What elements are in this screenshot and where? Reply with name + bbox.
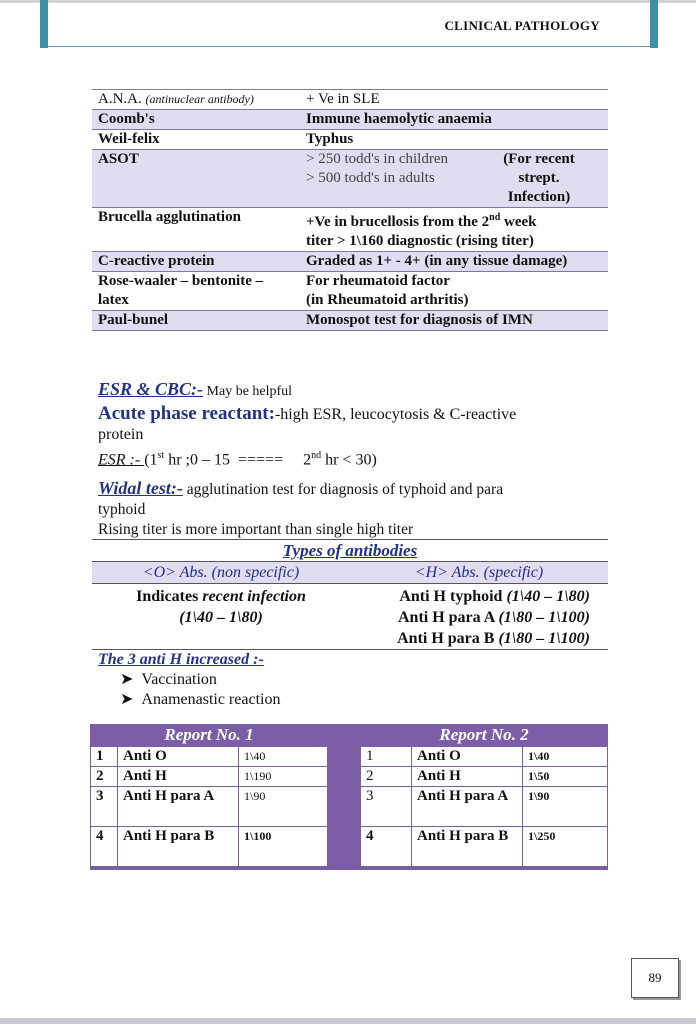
table-row: 3 Anti H para A 1\90	[361, 787, 608, 827]
esr-section: ESR & CBC:- May be helpful Acute phase reactant:-high ESR, leucocytosis & C-reactive protein ESR :- (1st hr ;0 – 15 ===== 2nd hr < 30)	[98, 379, 517, 469]
table-row: Coomb's Immune haemolytic anaemia	[92, 110, 608, 130]
table-row: Weil-felix Typhus	[92, 130, 608, 150]
table-row: 1 Anti O 1\40	[361, 747, 608, 767]
table-row: 2 Anti H 1\190	[91, 767, 328, 787]
list-item: ➤ Vaccination	[120, 671, 217, 688]
report-2: Report No. 2 1 Anti O 1\40 2 Anti H 1\50 3 Anti H para A 1\90 4 Anti H para B 1\250	[360, 724, 608, 867]
reports-panel	[90, 724, 608, 870]
arrow-bullet-icon: ➤	[120, 671, 134, 688]
table-row: 4 Anti H para B 1\250	[361, 827, 608, 867]
list-item: Anti H typhoid (1\40 – 1\80)	[399, 588, 590, 605]
table-row: Brucella agglutination +Ve in brucellosis from the 2nd week titer > 1\160 diagnostic (rising titer)	[92, 208, 608, 252]
antibody-types-caption: Types of antibodies	[92, 540, 608, 562]
table-row: 4 Anti H para B 1\100	[91, 827, 328, 867]
table-row: Rose-waaler – bentonite – latex For rheumatoid factor (in Rheumatoid arthritis)	[92, 272, 608, 311]
header-right-bar	[650, 0, 658, 48]
arrow-bullet-icon: ➤	[120, 691, 134, 708]
header-left-bar	[40, 0, 48, 48]
widal-section: Widal test:- agglutination test for diagnosis of typhoid and para typhoid Rising titer is more important than single high titer	[98, 478, 504, 538]
list-item: ➤ Anamenastic reaction	[120, 691, 281, 708]
antibody-types-table: Types of antibodies <O> Abs. (non specific) <H> Abs. (specific) Indicates recent infection (1\40 – 1\80) Anti H typhoid (1\40 – 1\80) Anti H para A (1\80 – 1\100) Anti H para B (1\80 – 1\100)	[92, 539, 608, 650]
table-row: C-reactive protein Graded as 1+ - 4+ (in any tissue damage)	[92, 252, 608, 272]
report-1-table	[90, 746, 328, 867]
table-row: 2 Anti H 1\50	[361, 767, 608, 787]
header-rule	[48, 46, 650, 47]
table-row: A.N.A. (antinuclear antibody) + Ve in SLE	[92, 90, 608, 110]
page-number: 89	[631, 958, 679, 998]
serology-table	[92, 89, 608, 331]
report-2-table	[360, 746, 608, 867]
report-1: Report No. 1 1 Anti O 1\40 2 Anti H 1\190 3 Anti H para A 1\90 4 Anti H para B 1\100	[90, 724, 328, 867]
top-border	[0, 0, 696, 3]
bottom-border	[0, 1018, 696, 1024]
anti-h-section: The 3 anti H increased :- ➤ Vaccination ➤ Anamenastic reaction	[98, 650, 498, 710]
page-header-title: CLINICAL PATHOLOGY	[444, 18, 600, 33]
table-row: 3 Anti H para A 1\90	[91, 787, 328, 827]
list-item: Anti H para A (1\80 – 1\100)	[397, 609, 590, 626]
table-row: ASOT > 250 todd's in children > 500 todd's in adults (For recent strept. Infection)	[92, 150, 608, 208]
list-item: Anti H para B (1\80 – 1\100)	[397, 630, 590, 647]
table-row: 1 Anti O 1\40	[91, 747, 328, 767]
table-row: Paul-bunel Monospot test for diagnosis of IMN	[92, 311, 608, 331]
